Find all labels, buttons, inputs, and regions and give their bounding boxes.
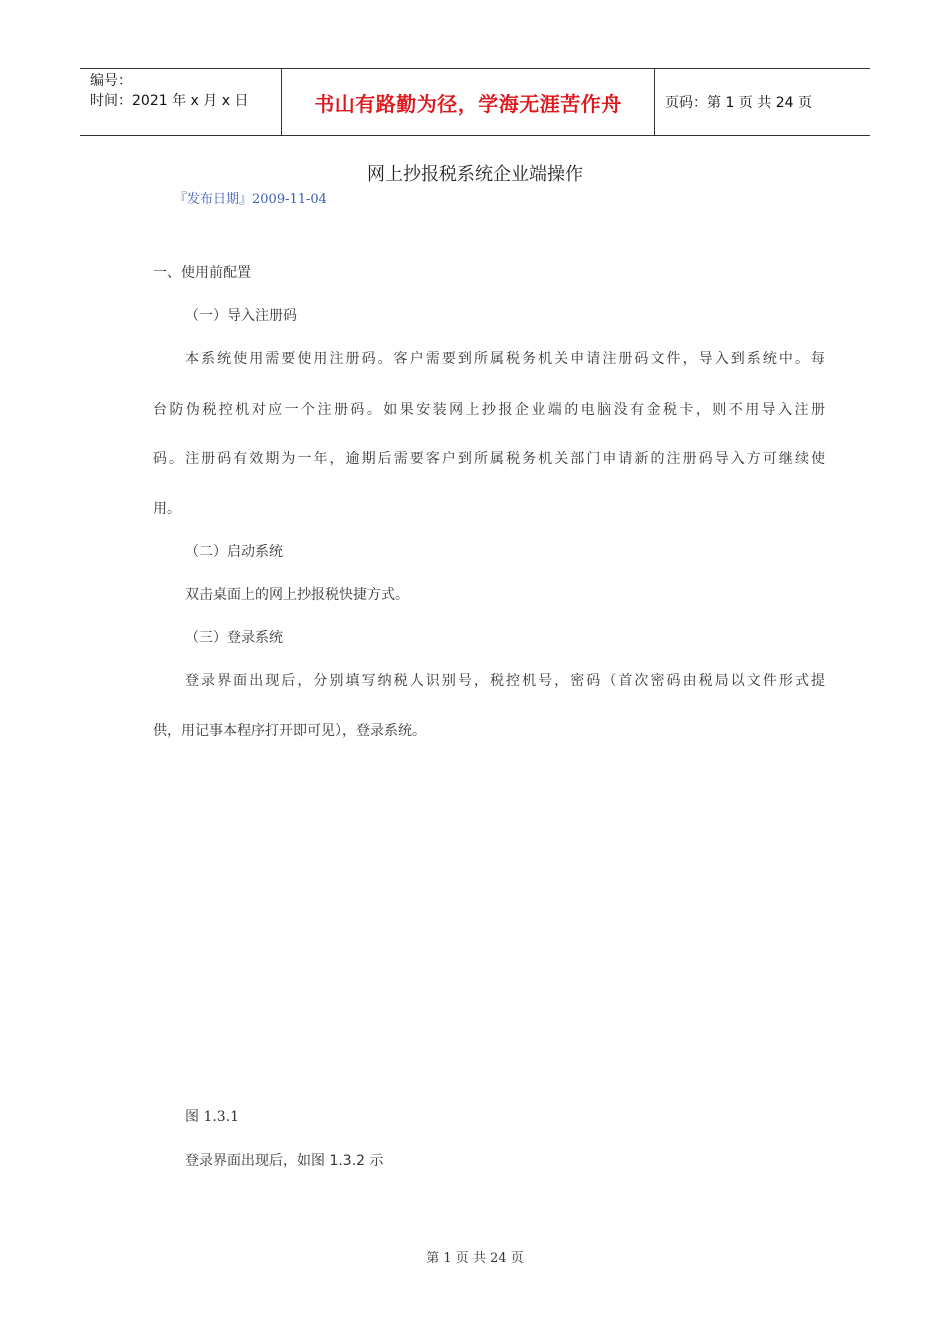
paragraph: 双击桌面上的网上抄报税快捷方式。: [185, 587, 409, 603]
time-label: 时间：2021 年 x 月 x 日: [90, 93, 249, 109]
page-footer: 第 1 页 共 24 页: [426, 1251, 524, 1266]
header-page-cell: [655, 69, 870, 135]
header-meta-cell: [80, 69, 282, 135]
publish-date: 『发布日期』2009-11-04: [174, 192, 327, 207]
paragraph-line: 登录界面出现后，分别填写纳税人识别号，税控机号，密码（首次密码由税局以文件形式提: [185, 673, 825, 689]
page-title: 网上抄报税系统企业端操作: [367, 164, 583, 185]
paragraph-line: 用。: [153, 501, 181, 517]
paragraph-line: 码。注册码有效期为一年，逾期后需要客户到所属税务机关部门申请新的注册码导入方可继续使: [153, 451, 825, 467]
header-table: [80, 68, 870, 136]
subsection-heading: （二）启动系统: [185, 544, 283, 560]
paragraph-line: 台防伪税控机对应一个注册码。如果安装网上抄报企业端的电脑没有金税卡，则不用导入注册: [153, 402, 825, 418]
subsection-heading: （三）登录系统: [185, 630, 283, 646]
figure-caption: 图 1.3.1: [185, 1109, 240, 1125]
motto-text: 书山有路勤为径，学海无涯苦作舟: [314, 91, 622, 116]
subsection-heading: （一）导入注册码: [185, 308, 297, 324]
serial-label: 编号：: [90, 73, 132, 89]
header-motto-cell: [282, 69, 655, 135]
paragraph-line: 本系统使用需要使用注册码。客户需要到所属税务机关申请注册码文件，导入到系统中。每: [185, 351, 825, 367]
section-heading: 一、使用前配置: [153, 265, 251, 281]
paragraph-line: 供，用记事本程序打开即可见），登录系统。: [153, 723, 426, 739]
paragraph: 登录界面出现后，如图 1.3.2 示: [185, 1153, 384, 1169]
page-label: 页码：第 1 页 共 24 页: [665, 95, 812, 111]
